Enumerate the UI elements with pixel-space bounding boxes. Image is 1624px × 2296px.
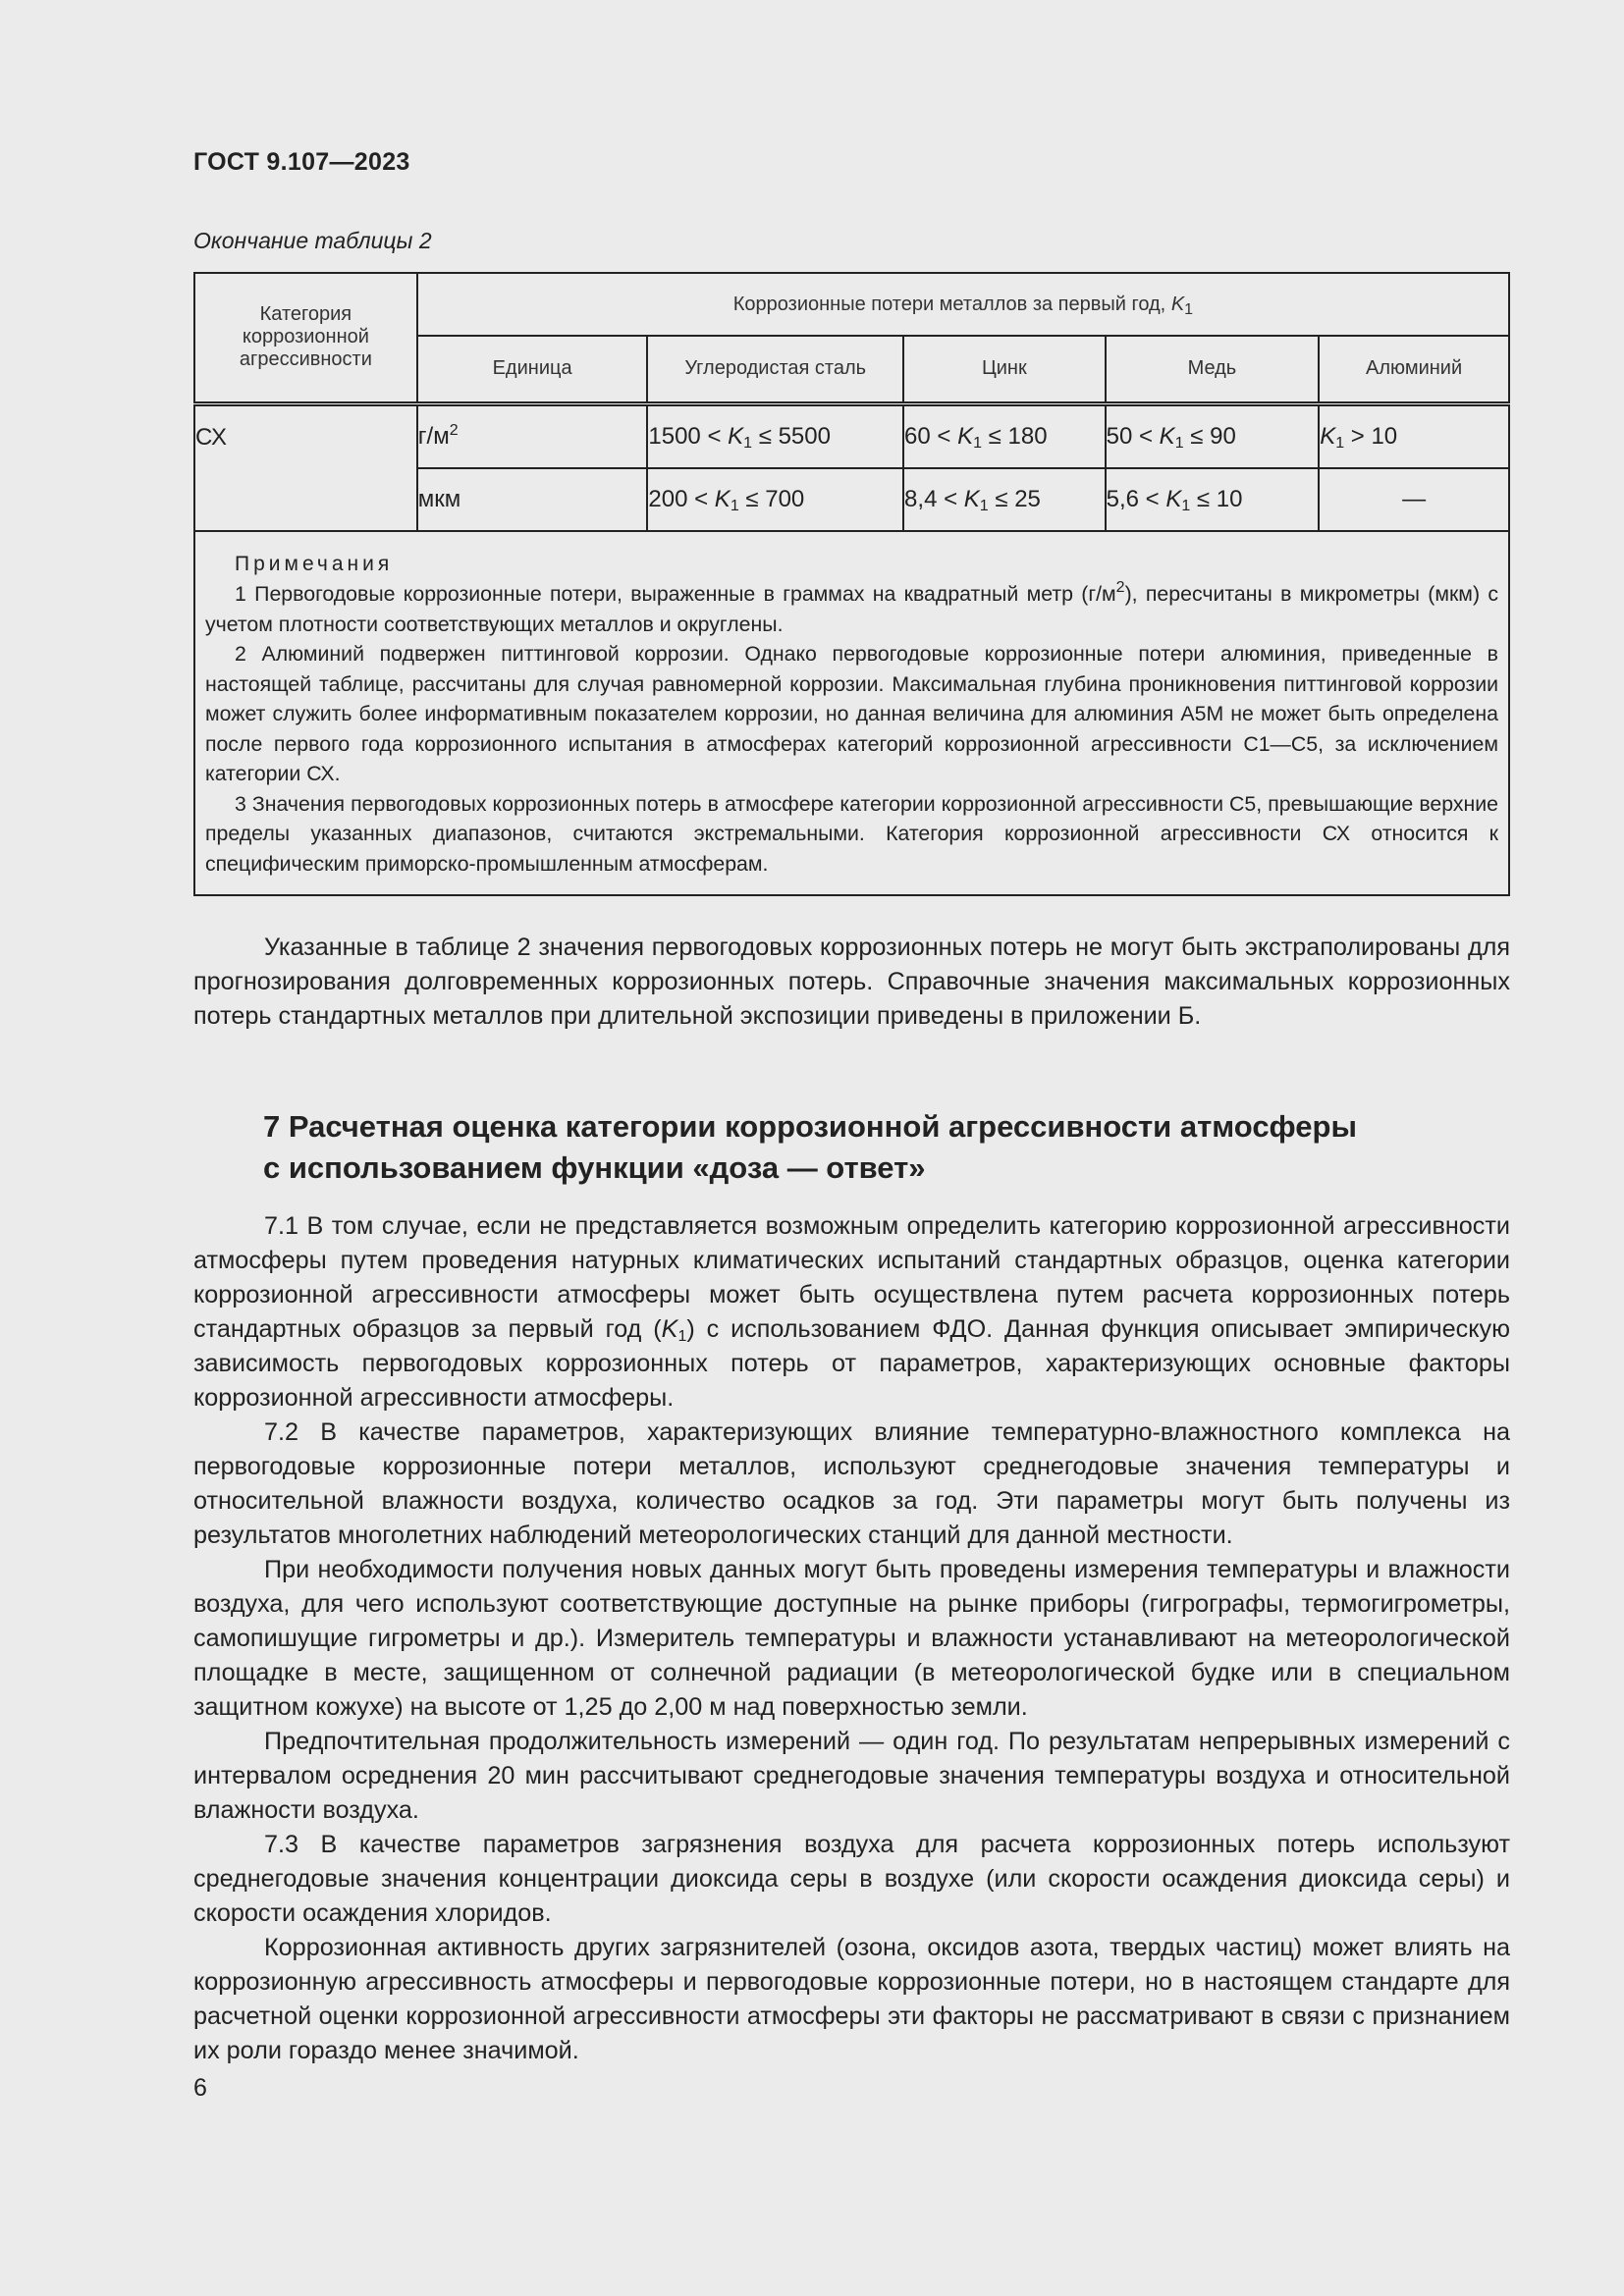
corrosion-table bbox=[193, 272, 1510, 896]
note-2: 2 Алюминий подвержен питтинговой коррозии. Однако первогодовые коррозионные потери алюминия, приведенные в настоящей таблице, рассчитаны для случая равномерной коррозии. Максимальная глубина проникновения питтинговой коррозии может служить более информативным показателем коррозии, но данная величина для алюминия А5М не может быть определена после первого года коррозионного испытания в атмосферах категорий коррозионной агрессивности С1—С5, за исключением категории СХ. bbox=[205, 642, 1498, 785]
header-aluminium: Алюминий bbox=[1319, 336, 1509, 403]
paragraph-7-3-other-pollutants: Коррозионная активность других загрязнителей (озона, оксидов азота, твердых частиц) может влиять на коррозионную агрессивность атмосферы и первогодовые коррозионные потери, но в настоящем стандарте для расчетной оценки коррозионной агрессивности атмосферы эти факторы не рассматривают в связи с признанием их роли гораздо менее значимой. bbox=[193, 1934, 1510, 2064]
document-code: ГОСТ 9.107—2023 bbox=[193, 148, 410, 176]
row2-aluminium: — bbox=[1319, 468, 1509, 531]
row1-steel: $1500 < K_1 \le 5500$ bbox=[647, 403, 903, 468]
paragraph-7-3: 7.3 В качестве параметров загрязнения воздуха для расчета коррозионных потерь используют среднегодовые значения концентрации диоксида серы в воздухе (или скорости осаждения диоксида серы) и скорости осаждения хлоридов. bbox=[193, 1831, 1510, 1927]
header-group: Коррозионные потери металлов за первый год, $K_1$ bbox=[417, 273, 1509, 336]
section-heading: 7 Расчетная оценка категории коррозионной агрессивности атмосферы с использованием функции «доза — ответ» bbox=[263, 1109, 1357, 1185]
paragraph-7-2: 7.2 В качестве параметров, характеризующих влияние температурно-влажностного комплекса на первогодовые коррозионные потери металлов, используют среднегодовые значения температуры и относительной влажности воздуха, количество осадков за год. Эти параметры могут быть получены из результатов многолетних наблюдений метеорологических станций для данной местности. bbox=[193, 1418, 1510, 1549]
row1-zinc: $60 < K_1 \le 180$ bbox=[903, 403, 1106, 468]
category-cell: СХ bbox=[194, 403, 417, 531]
table-caption: Окончание таблицы 2 bbox=[193, 228, 432, 253]
row2-steel: $200 < K_1 \le 700$ bbox=[647, 468, 903, 531]
row1-unit: $г/м^2$ bbox=[417, 403, 648, 468]
header-zinc: Цинк bbox=[903, 336, 1106, 403]
section-body bbox=[193, 1209, 1510, 2068]
intro-paragraph-block bbox=[193, 931, 1510, 1034]
row1-copper: $50 < K_1 \le 90$ bbox=[1106, 403, 1320, 468]
header-category: Категория коррозионной агрессивности bbox=[194, 273, 417, 403]
note-1: 1 Первогодовые коррозионные потери, выраженные в граммах на квадратный метр $(г/м^2)$, пересчитаны в микрометры (мкм) с учетом плотности соответствующих металлов и округлены. bbox=[205, 579, 1498, 636]
row2-zinc: $8,4 < K_1 \le 25$ bbox=[903, 468, 1106, 531]
row1-aluminium: $K_1 > 10$ bbox=[1319, 403, 1509, 468]
paragraph-7-2-measurements: При необходимости получения новых данных могут быть проведены измерения температуры и влажности воздуха, для чего используют соответствующие доступные на рынке приборы (гигрографы, термогигрометры, самопишущие гигрометры и др.). Измеритель температуры и влажности устанавливают на метеорологической площадке в месте, защищенном от солнечной радиации (в метеорологической будке или в специальном защитном кожухе) на высоте от 1,25 до 2,00 м над поверхностью земли. bbox=[193, 1556, 1510, 1721]
paragraph-7-2-duration: Предпочтительная продолжительность измерений — один год. По результатам непрерывных измерений с интервалом осреднения 20 мин рассчитывают среднегодовые значения температуры воздуха и относительной влажности воздуха. bbox=[193, 1728, 1510, 1824]
table-notes bbox=[194, 531, 1509, 895]
row2-unit: мкм bbox=[417, 468, 648, 531]
page-number: 6 bbox=[193, 2074, 207, 2102]
intro-paragraph: Указанные в таблице 2 значения первогодовых коррозионных потерь не могут быть экстраполированы для прогнозирования долговременных коррозионных потерь. Справочные значения максимальных коррозионных потерь стандартных металлов при длительной экспозиции приведены в приложении Б. bbox=[193, 934, 1510, 1030]
notes-title: Примечания bbox=[235, 553, 394, 575]
header-copper: Медь bbox=[1106, 336, 1320, 403]
header-unit: Единица bbox=[417, 336, 648, 403]
paragraph-7-1: 7.1 В том случае, если не представляется возможным определить категорию коррозионной агрессивности атмосферы путем проведения натурных климатических испытаний стандартных образцов, оценка категории коррозионной агрессивности атмосферы может быть осуществлена путем расчета коррозионных потерь стандартных образцов за первый год $(K_1)$ с использованием ФДО. Данная функция описывает эмпирическую зависимость первогодовых коррозионных потерь от параметров, характеризующих основные факторы коррозионной агрессивности атмосферы. bbox=[193, 1212, 1510, 1412]
note-3: 3 Значения первогодовых коррозионных потерь в атмосфере категории коррозионной агрессивности С5, превышающие верхние пределы указанных диапазонов, считаются экстремальными. Категория коррозионной агрессивности СХ относится к специфическим приморско-промышленным атмосферам. bbox=[205, 791, 1498, 876]
header-steel: Углеродистая сталь bbox=[647, 336, 903, 403]
row2-copper: $5,6 < K_1 \le 10$ bbox=[1106, 468, 1320, 531]
